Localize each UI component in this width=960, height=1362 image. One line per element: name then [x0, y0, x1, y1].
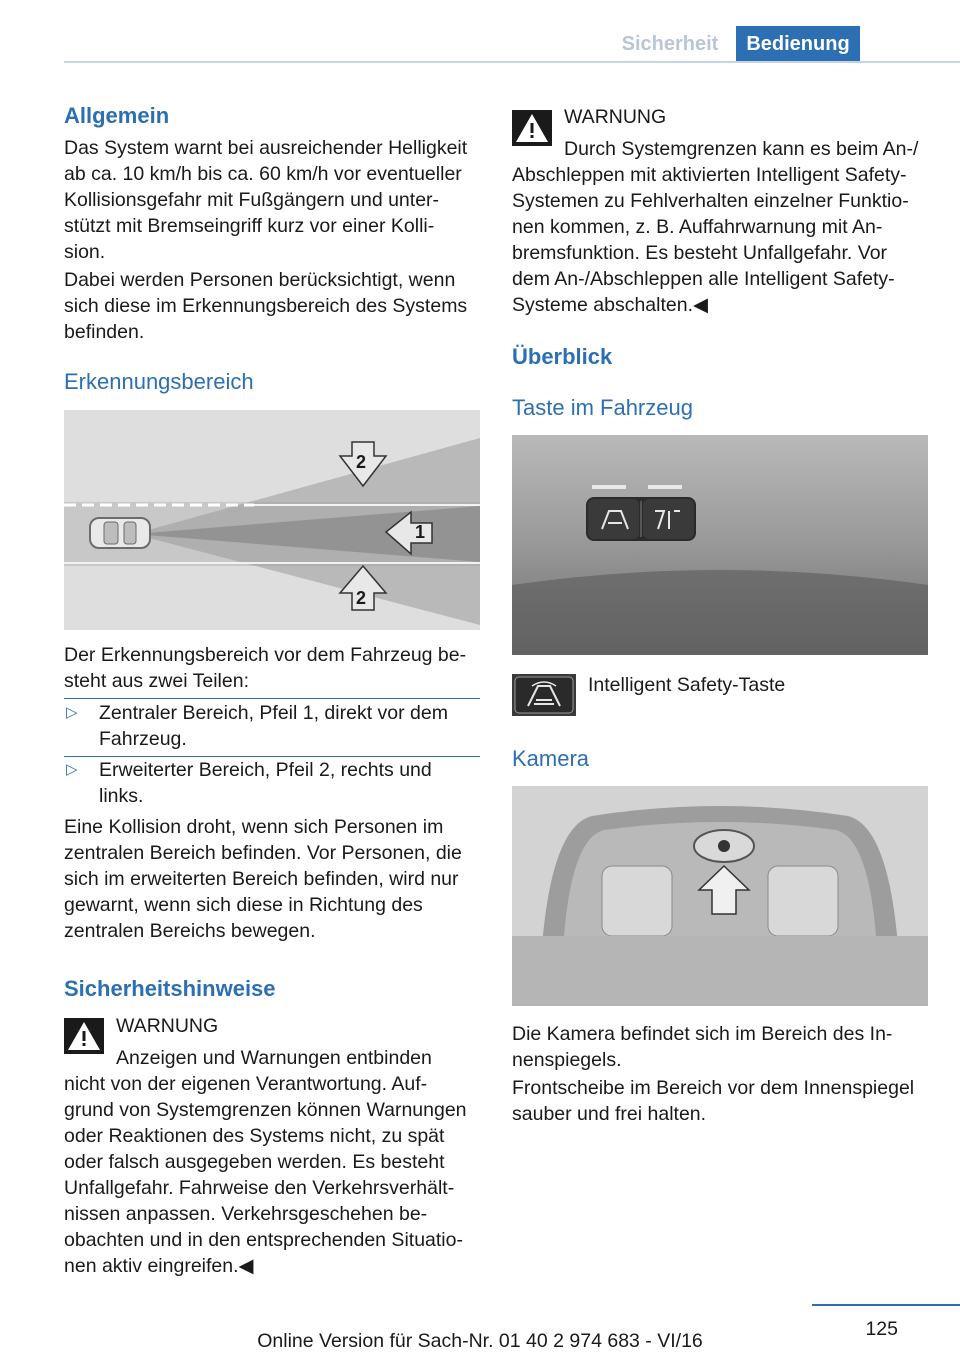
allgemein-paragraph-1: Das System warnt bei ausreichender Helligkeit ab ca. 10 km/h bis ca. 60 km/h vor eventueller Kollisionsgefahr mit Fußgängern und unter‐ stützt mit Bremseingriff kurz vor einer Kolli‐ sion. [64, 137, 468, 263]
heading-ueberblick: Überblick [512, 344, 613, 369]
bullet-text: Erweiterter Bereich, Pfeil 2, rechts und links. [99, 759, 432, 807]
triangle-bullet-icon: ▷ [66, 761, 78, 778]
kamera-paragraph-2: Frontscheibe im Bereich vor dem Innenspiegel sauber und frei halten. [512, 1077, 915, 1125]
warning-text: nicht von der eigenen Verantwortung. Auf‐ grund von Systemgrenzen können Warnungen oder Reaktionen des Systems nicht, zu spät oder falsch ausgegeben werden. Es besteht Unfallgefahr. Fahrweise den Verkehrsverhält‐ nissen anpassen. Verkehrsgeschehen be‐ obachten und in den entsprechenden Situatio‐ nen aktiv eingreifen.◀ [64, 1073, 467, 1277]
warning-icon [64, 1018, 104, 1054]
tab-bedienung[interactable]: Bedienung [736, 26, 860, 62]
heading-erkennungsbereich [64, 369, 254, 395]
bullet-separator [64, 698, 480, 699]
button-caption: Intelligent Safety-Taste [588, 674, 786, 696]
footer-rule [812, 1304, 960, 1306]
erkennung-paragraph-2: Eine Kollision droht, wenn sich Personen im zentralen Bereich befinden. Vor Personen, die sich im erweiterten Bereich befinden, wird nur gewarnt, wenn sich diese in Richtung des zentralen Bereichs bewegen. [64, 816, 462, 942]
detection-area-figure [64, 410, 480, 630]
warning-text: Abschleppen mit aktivierten Intelligent Safety- Systemen zu Fehlverhalten einzelner Funktio‐ nen kommen, z. B. Auffahrwarnung mit An‐ bremsfunktion. Es besteht Unfallgefahr. Vor dem An-/Abschleppen alle Intelligent Safety- Systeme abschalten.◀ [512, 164, 909, 316]
heading-kamera: Kamera [512, 746, 590, 771]
erkennung-paragraph-1: Der Erkennungsbereich vor dem Fahrzeug be‐ steht aus zwei Teilen: [64, 644, 467, 692]
heading-taste-im-fahrzeug: Taste im Fahrzeug [512, 395, 693, 420]
tab-sicherheit[interactable]: Sicherheit [604, 26, 736, 62]
button-photo [512, 435, 928, 655]
arrow-bottom-label: 2 [356, 588, 367, 608]
allgemein-paragraph-2: Dabei werden Personen berücksichtigt, wenn sich diese im Erkennungsbereich des Systems befinden. [64, 269, 468, 343]
intelligent-safety-button-icon [512, 674, 576, 716]
camera-photo [512, 786, 928, 1006]
warning-text-line1: Anzeigen und Warnungen entbinden [116, 1047, 432, 1069]
triangle-bullet-icon: ▷ [66, 704, 78, 721]
header-rule [64, 61, 960, 63]
heading-sicherheitshinweise: Sicherheitshinweise [64, 976, 276, 1001]
warning-title: WARNUNG [116, 1015, 219, 1037]
heading-erkennungsbereich-text: Erkennungsbereich [64, 369, 254, 394]
warning-title: WARNUNG [564, 106, 667, 128]
warning-icon [512, 110, 552, 146]
bullet-text: Zentraler Bereich, Pfeil 1, direkt vor dem Fahrzeug. [99, 702, 448, 750]
kamera-paragraph-1: Die Kamera befindet sich im Bereich des In‐ nenspiegels. [512, 1023, 893, 1071]
page-number: 125 [865, 1318, 898, 1340]
online-version-footer: Online Version für Sach-Nr. 01 40 2 974 683 - VI/16 [257, 1330, 703, 1352]
arrow-center-label: 1 [415, 522, 426, 542]
arrow-top-label: 2 [356, 452, 367, 472]
warning-text-line1: Durch Systemgrenzen kann es beim An-/ [564, 138, 919, 160]
heading-allgemein: Allgemein [64, 103, 170, 128]
